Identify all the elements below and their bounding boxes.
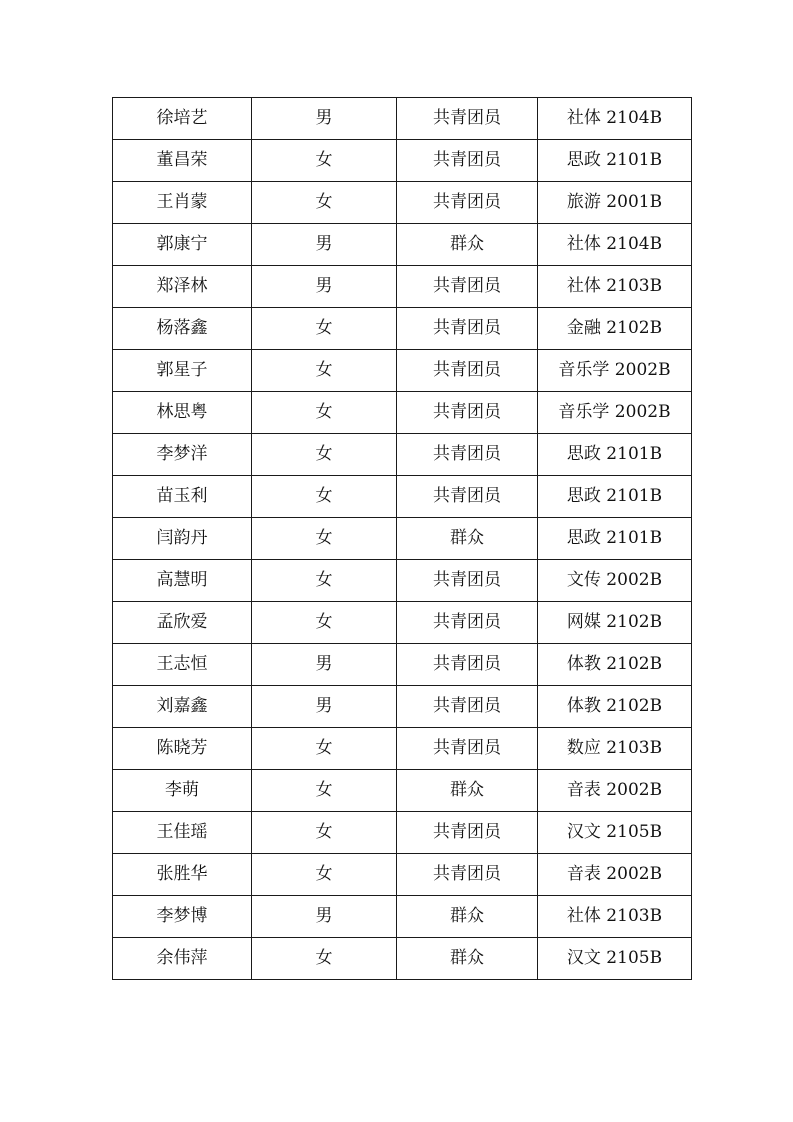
student-roster-table xyxy=(112,97,692,980)
gender-cell: 女 xyxy=(252,602,397,644)
gender-cell: 男 xyxy=(252,266,397,308)
student-name-cell: 郭康宁 xyxy=(113,224,252,266)
gender-cell: 女 xyxy=(252,812,397,854)
political-status-cell: 共青团员 xyxy=(397,686,538,728)
political-status-cell: 共青团员 xyxy=(397,434,538,476)
table-row xyxy=(113,938,692,980)
table-row xyxy=(113,686,692,728)
class-cell: 社体 2103B xyxy=(538,266,692,308)
table-row xyxy=(113,140,692,182)
table-row xyxy=(113,770,692,812)
political-status-cell: 共青团员 xyxy=(397,182,538,224)
gender-cell: 女 xyxy=(252,140,397,182)
class-cell: 音乐学 2002B xyxy=(538,392,692,434)
class-cell: 思政 2101B xyxy=(538,476,692,518)
class-cell: 旅游 2001B xyxy=(538,182,692,224)
class-cell: 金融 2102B xyxy=(538,308,692,350)
table-row xyxy=(113,854,692,896)
table-row xyxy=(113,182,692,224)
political-status-cell: 群众 xyxy=(397,518,538,560)
gender-cell: 女 xyxy=(252,938,397,980)
political-status-cell: 共青团员 xyxy=(397,308,538,350)
student-name-cell: 王佳瑶 xyxy=(113,812,252,854)
student-name-cell: 王志恒 xyxy=(113,644,252,686)
gender-cell: 女 xyxy=(252,308,397,350)
table-row xyxy=(113,392,692,434)
class-cell: 音表 2002B xyxy=(538,854,692,896)
gender-cell: 男 xyxy=(252,644,397,686)
student-name-cell: 苗玉利 xyxy=(113,476,252,518)
student-name-cell: 余伟萍 xyxy=(113,938,252,980)
political-status-cell: 共青团员 xyxy=(397,644,538,686)
student-name-cell: 闫韵丹 xyxy=(113,518,252,560)
political-status-cell: 群众 xyxy=(397,770,538,812)
table-row xyxy=(113,728,692,770)
table-row xyxy=(113,896,692,938)
political-status-cell: 共青团员 xyxy=(397,812,538,854)
gender-cell: 男 xyxy=(252,896,397,938)
student-name-cell: 郑泽林 xyxy=(113,266,252,308)
political-status-cell: 共青团员 xyxy=(397,392,538,434)
table-row xyxy=(113,98,692,140)
class-cell: 汉文 2105B xyxy=(538,812,692,854)
student-name-cell: 徐培艺 xyxy=(113,98,252,140)
class-cell: 思政 2101B xyxy=(538,140,692,182)
table-row xyxy=(113,266,692,308)
gender-cell: 女 xyxy=(252,770,397,812)
class-cell: 社体 2104B xyxy=(538,98,692,140)
class-cell: 社体 2103B xyxy=(538,896,692,938)
class-cell: 体教 2102B xyxy=(538,644,692,686)
class-cell: 社体 2104B xyxy=(538,224,692,266)
table-row xyxy=(113,434,692,476)
political-status-cell: 群众 xyxy=(397,938,538,980)
political-status-cell: 群众 xyxy=(397,224,538,266)
class-cell: 音表 2002B xyxy=(538,770,692,812)
political-status-cell: 共青团员 xyxy=(397,266,538,308)
table-row xyxy=(113,560,692,602)
student-name-cell: 刘嘉鑫 xyxy=(113,686,252,728)
student-name-cell: 陈晓芳 xyxy=(113,728,252,770)
class-cell: 汉文 2105B xyxy=(538,938,692,980)
gender-cell: 女 xyxy=(252,182,397,224)
table-row xyxy=(113,602,692,644)
table-row xyxy=(113,812,692,854)
gender-cell: 男 xyxy=(252,98,397,140)
gender-cell: 女 xyxy=(252,434,397,476)
student-name-cell: 林思粤 xyxy=(113,392,252,434)
roster-body xyxy=(113,98,692,980)
class-cell: 体教 2102B xyxy=(538,686,692,728)
table-row xyxy=(113,644,692,686)
political-status-cell: 共青团员 xyxy=(397,476,538,518)
gender-cell: 女 xyxy=(252,518,397,560)
class-cell: 音乐学 2002B xyxy=(538,350,692,392)
student-name-cell: 高慧明 xyxy=(113,560,252,602)
gender-cell: 男 xyxy=(252,224,397,266)
gender-cell: 女 xyxy=(252,350,397,392)
political-status-cell: 共青团员 xyxy=(397,350,538,392)
gender-cell: 女 xyxy=(252,854,397,896)
table-row xyxy=(113,350,692,392)
student-name-cell: 杨落鑫 xyxy=(113,308,252,350)
student-name-cell: 张胜华 xyxy=(113,854,252,896)
political-status-cell: 共青团员 xyxy=(397,560,538,602)
class-cell: 思政 2101B xyxy=(538,518,692,560)
gender-cell: 女 xyxy=(252,476,397,518)
gender-cell: 男 xyxy=(252,686,397,728)
table-row xyxy=(113,308,692,350)
class-cell: 数应 2103B xyxy=(538,728,692,770)
gender-cell: 女 xyxy=(252,728,397,770)
political-status-cell: 共青团员 xyxy=(397,98,538,140)
class-cell: 网媒 2102B xyxy=(538,602,692,644)
student-name-cell: 李梦博 xyxy=(113,896,252,938)
class-cell: 思政 2101B xyxy=(538,434,692,476)
gender-cell: 女 xyxy=(252,392,397,434)
political-status-cell: 共青团员 xyxy=(397,602,538,644)
table-row xyxy=(113,518,692,560)
political-status-cell: 共青团员 xyxy=(397,728,538,770)
table-row xyxy=(113,224,692,266)
political-status-cell: 共青团员 xyxy=(397,854,538,896)
student-name-cell: 董昌荣 xyxy=(113,140,252,182)
political-status-cell: 共青团员 xyxy=(397,140,538,182)
gender-cell: 女 xyxy=(252,560,397,602)
student-name-cell: 孟欣爱 xyxy=(113,602,252,644)
class-cell: 文传 2002B xyxy=(538,560,692,602)
student-name-cell: 李萌 xyxy=(113,770,252,812)
student-name-cell: 王肖蒙 xyxy=(113,182,252,224)
student-name-cell: 郭星子 xyxy=(113,350,252,392)
student-name-cell: 李梦洋 xyxy=(113,434,252,476)
table-row xyxy=(113,476,692,518)
political-status-cell: 群众 xyxy=(397,896,538,938)
